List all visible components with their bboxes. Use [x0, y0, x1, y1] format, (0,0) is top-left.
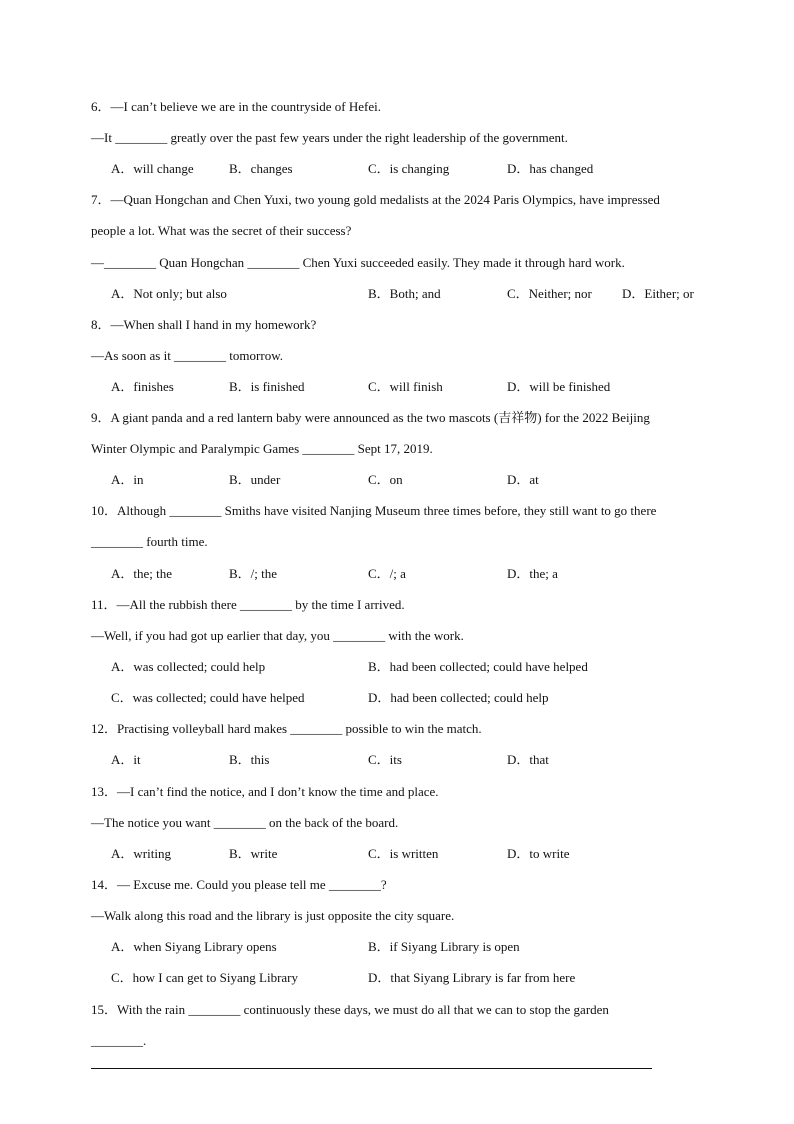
- question-8-option-b[interactable]: B．is finished: [229, 379, 305, 394]
- page-bottom-divider: [91, 1068, 652, 1069]
- question-14-option-d[interactable]: D．that Siyang Library is far from here: [368, 970, 576, 985]
- question-13-option-c[interactable]: C．is written: [368, 846, 439, 861]
- question-13-options: [0, 846, 794, 862]
- question-8-option-d[interactable]: D．will be finished: [507, 379, 611, 394]
- question-10-line-2: ________ fourth time.: [91, 534, 208, 549]
- question-9-option-b[interactable]: B．under: [229, 472, 281, 487]
- question-10-option-c[interactable]: C．/; a: [368, 566, 406, 581]
- question-9-options: [0, 472, 794, 488]
- question-11-options-row-2: [0, 690, 794, 706]
- question-15-line-1: 15．With the rain ________ continuously these days, we must do all that we can to stop the garden: [91, 1002, 609, 1017]
- question-7-option-b[interactable]: B．Both; and: [368, 286, 441, 301]
- question-14-line-1: 14．— Excuse me. Could you please tell me ________?: [91, 877, 387, 892]
- question-14-option-b[interactable]: B．if Siyang Library is open: [368, 939, 520, 954]
- question-11-option-b[interactable]: B．had been collected; could have helped: [368, 659, 588, 674]
- question-13-option-b[interactable]: B．write: [229, 846, 278, 861]
- question-12-line-1: 12．Practising volleyball hard makes ________ possible to win the match.: [91, 721, 482, 736]
- question-13-line-1: 13．—I can’t find the notice, and I don’t know the time and place.: [91, 784, 439, 799]
- question-14-option-a[interactable]: A．when Siyang Library opens: [111, 939, 277, 954]
- question-10-line-1: 10．Although ________ Smiths have visited Nanjing Museum three times before, they still want to go there: [91, 503, 657, 518]
- question-11-line-2: —Well, if you had got up earlier that day, you ________ with the work.: [91, 628, 464, 643]
- question-6-options: [0, 161, 794, 177]
- question-8-line-1: 8．—When shall I hand in my homework?: [91, 317, 317, 332]
- question-7-options: [0, 286, 794, 302]
- question-14-option-c[interactable]: C．how I can get to Siyang Library: [111, 970, 299, 985]
- question-13-line-2: —The notice you want ________ on the back of the board.: [91, 815, 399, 830]
- question-8-option-c[interactable]: C．will finish: [368, 379, 443, 394]
- question-11-option-d[interactable]: D．had been collected; could help: [368, 690, 549, 705]
- question-8-line-2: —As soon as it ________ tomorrow.: [91, 348, 283, 363]
- question-9-option-d[interactable]: D．at: [507, 472, 539, 487]
- question-7-line-2: people a lot. What was the secret of their success?: [91, 223, 352, 238]
- question-11-line-1: 11．—All the rubbish there ________ by the time I arrived.: [91, 597, 405, 612]
- question-12-option-b[interactable]: B．this: [229, 752, 270, 767]
- question-13-option-d[interactable]: D．to write: [507, 846, 570, 861]
- question-15-line-2: ________.: [91, 1033, 147, 1048]
- question-9-line-2: Winter Olympic and Paralympic Games ________ Sept 17, 2019.: [91, 441, 433, 456]
- question-10-option-a[interactable]: A．the; the: [111, 566, 173, 581]
- question-7-option-a[interactable]: A．Not only; but also: [111, 286, 227, 301]
- question-6-line-2: —It ________ greatly over the past few years under the right leadership of the government.: [91, 130, 568, 145]
- question-11-option-a[interactable]: A．was collected; could help: [111, 659, 266, 674]
- question-11-options-row-1: [0, 659, 794, 675]
- question-14-options-row-1: [0, 939, 794, 955]
- question-7-line-3: —________ Quan Hongchan ________ Chen Yuxi succeeded easily. They made it through hard work.: [91, 255, 625, 270]
- question-12-option-c[interactable]: C．its: [368, 752, 402, 767]
- question-7-option-c[interactable]: C．Neither; nor: [507, 286, 592, 301]
- question-8-options: [0, 379, 794, 395]
- question-6-option-a[interactable]: A．will change: [111, 161, 194, 176]
- question-13-option-a[interactable]: A．writing: [111, 846, 171, 861]
- question-14-options-row-2: [0, 970, 794, 986]
- question-6-option-d[interactable]: D．has changed: [507, 161, 594, 176]
- question-6-option-c[interactable]: C．is changing: [368, 161, 450, 176]
- question-12-option-d[interactable]: D．that: [507, 752, 549, 767]
- question-14-line-2: —Walk along this road and the library is just opposite the city square.: [91, 908, 455, 923]
- question-10-option-d[interactable]: D．the; a: [507, 566, 558, 581]
- question-9-option-a[interactable]: A．in: [111, 472, 144, 487]
- question-10-option-b[interactable]: B．/; the: [229, 566, 278, 581]
- question-9-option-c[interactable]: C．on: [368, 472, 403, 487]
- question-10-options: [0, 566, 794, 582]
- question-6-line-1: 6．—I can’t believe we are in the countryside of Hefei.: [91, 99, 381, 114]
- question-7-line-1: 7．—Quan Hongchan and Chen Yuxi, two young gold medalists at the 2024 Paris Olympics, have impressed: [91, 192, 660, 207]
- question-12-option-a[interactable]: A．it: [111, 752, 141, 767]
- question-9-line-1: 9．A giant panda and a red lantern baby were announced as the two mascots (吉祥物) for the 2022 Beijing: [91, 410, 650, 425]
- question-12-options: [0, 752, 794, 768]
- question-11-option-c[interactable]: C．was collected; could have helped: [111, 690, 305, 705]
- question-6-option-b[interactable]: B．changes: [229, 161, 293, 176]
- question-7-option-d[interactable]: D．Either; or: [622, 286, 694, 301]
- question-8-option-a[interactable]: A．finishes: [111, 379, 174, 394]
